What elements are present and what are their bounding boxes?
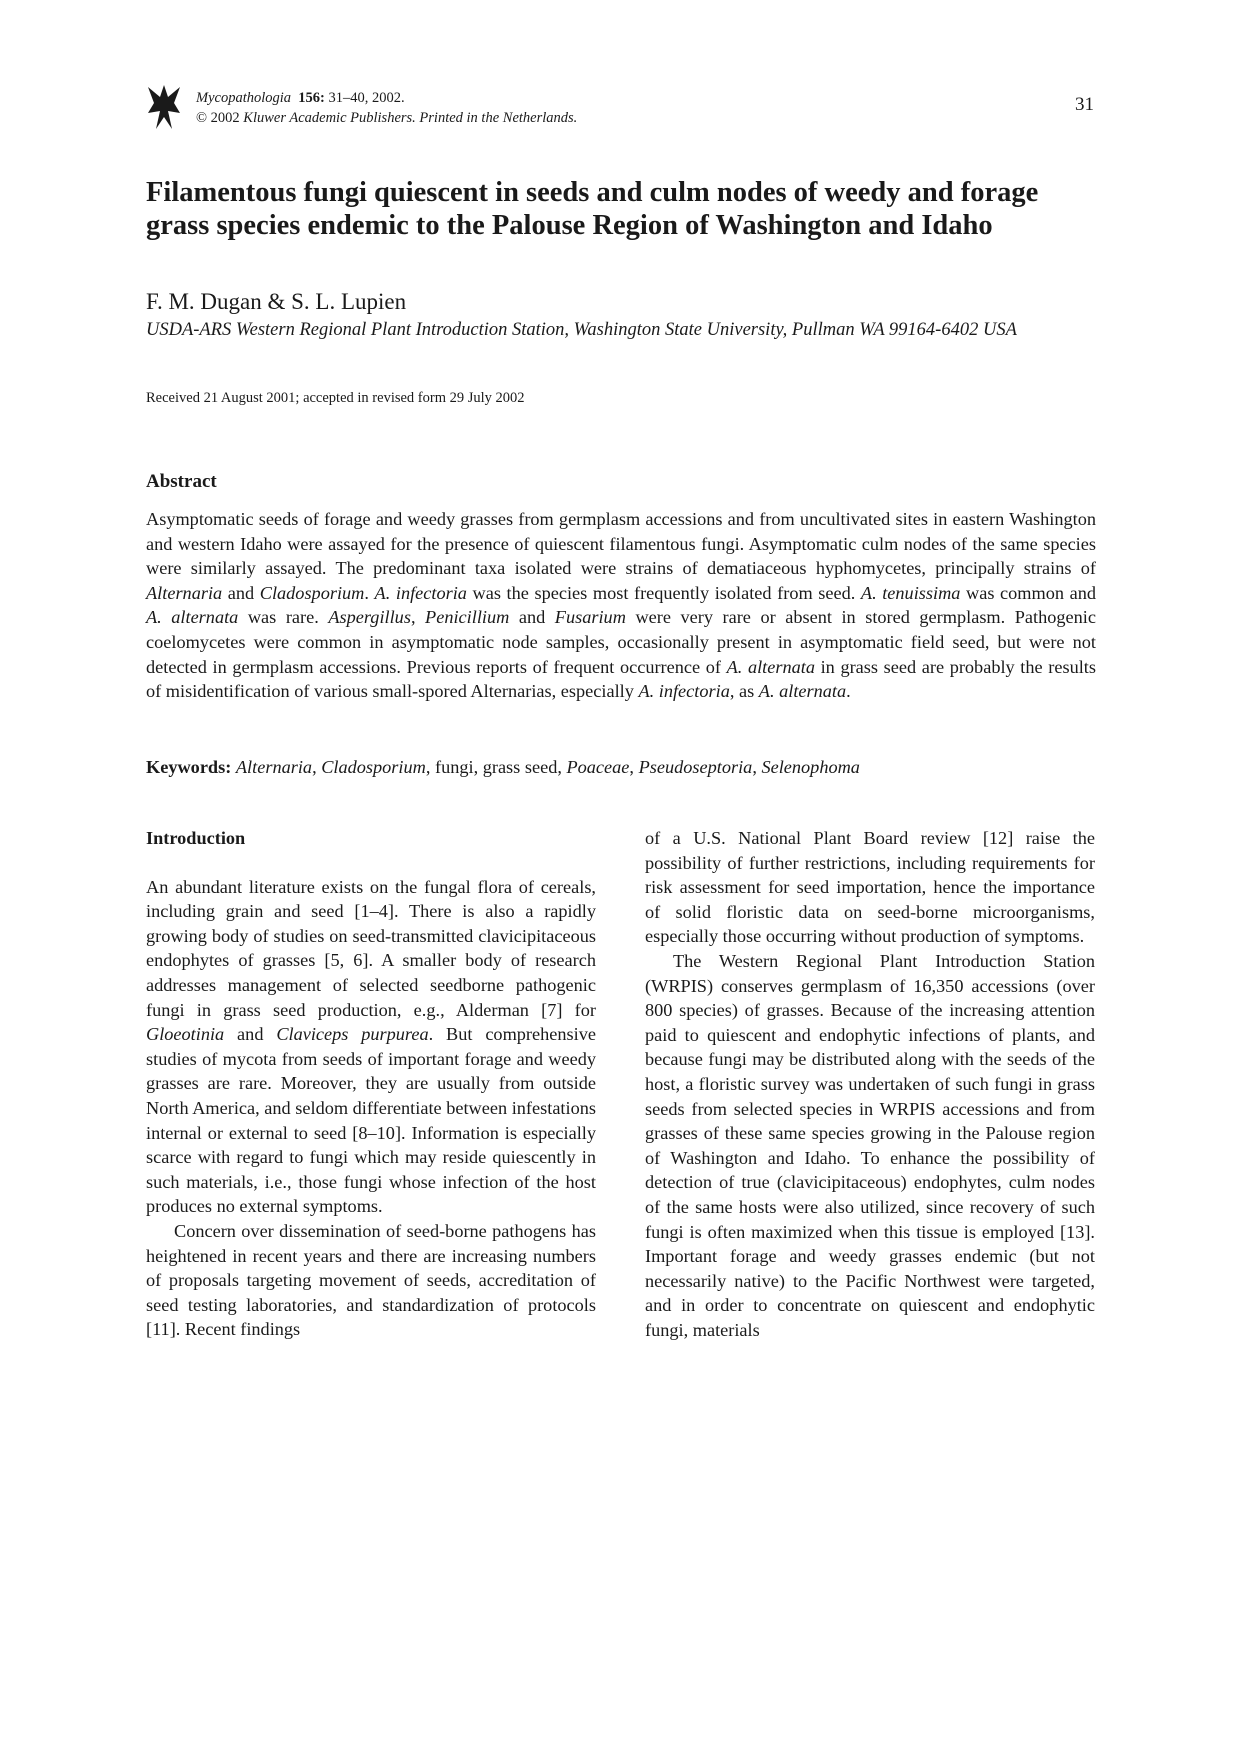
- body-column-right: [645, 826, 1095, 1342]
- abstract-text: was common and: [960, 582, 1096, 603]
- section-heading-introduction: Introduction: [146, 828, 246, 848]
- article-title: Filamentous fungi quiescent in seeds and culm nodes of weedy and forage grass species endemic to the Palouse Region of Washington and Idaho: [146, 177, 1039, 241]
- abstract-text: ,: [410, 607, 426, 628]
- authors: F. M. Dugan & S. L. Lupien: [146, 289, 407, 314]
- abstract-text: .: [846, 681, 851, 702]
- genus-name: Gloeotinia: [146, 1024, 225, 1045]
- body-text: and: [224, 1024, 277, 1045]
- body-paragraph: Concern over dissemination of seed-borne pathogens has heightened in recent years and there are increasing numbers of proposals targeting movement of seeds, accreditation of seed testing laboratories, and standardization of protocols [11]. Recent findings: [146, 1220, 596, 1340]
- keyword-separator: ,: [629, 757, 639, 777]
- abstract-heading: Abstract: [146, 471, 217, 492]
- publisher-line: Kluwer Academic Publishers. Printed in the Netherlands.: [243, 110, 578, 126]
- body-text: . But comprehensive studies of mycota from seeds of important forage and weedy grasses are rare. Moreover, they are usually from outside North America, and seldom differentiate between infestations internal or external to seed [8–10]. Information is especially scarce with regard to fungi which may reside quiescently in such materials, i.e., those fungi whose infection of the host produces no external symptoms.: [146, 1024, 596, 1217]
- body-paragraph: [146, 875, 596, 1219]
- keywords: [146, 755, 1096, 779]
- abstract-text: and: [222, 582, 260, 603]
- keyword: Alternaria: [235, 757, 313, 777]
- species-name: Claviceps purpurea: [276, 1024, 429, 1045]
- genus-name: Fusarium: [554, 607, 626, 628]
- abstract-text: Asymptomatic seeds of forage and weedy grasses from germplasm accessions and from uncultivated sites in eastern Washington and western Idaho were assayed for the presence of quiescent filamentous fungi. Asymptomatic culm nodes of the same species were similarly assayed. The predominant taxa isolated were strains of dematiaceous hyphomycetes, principally strains of: [146, 509, 1096, 579]
- abstract-text: was rare.: [238, 607, 329, 628]
- copyright: © 2002: [196, 110, 244, 126]
- abstract-text: , as: [729, 681, 759, 702]
- species-name: A. alternata: [758, 681, 847, 702]
- keyword: Pseudoseptoria: [638, 757, 753, 777]
- genus-name: Penicillium: [425, 607, 510, 628]
- abstract-text: .: [364, 582, 375, 603]
- genus-name: Cladosporium: [259, 582, 365, 603]
- keywords-label: Keywords:: [146, 757, 232, 777]
- species-name: A. infectoria: [374, 582, 467, 603]
- received-dates: Received 21 August 2001; accepted in revised form 29 July 2002: [146, 390, 525, 406]
- genus-name: Aspergillus: [328, 607, 411, 628]
- keyword: Poaceae: [566, 757, 630, 777]
- genus-name: Alternaria: [146, 582, 223, 603]
- abstract-body: [146, 507, 1096, 704]
- journal-volume: 156:: [298, 90, 325, 106]
- species-name: A. alternata: [726, 656, 815, 677]
- species-name: A. alternata: [146, 607, 239, 628]
- publisher-logo-icon: [146, 83, 182, 131]
- keyword-separator: ,: [312, 757, 322, 777]
- keyword: Cladosporium: [321, 757, 426, 777]
- affiliation: USDA-ARS Western Regional Plant Introduction Station, Washington State University, Pullman WA 99164-6402 USA: [146, 320, 1017, 340]
- body-paragraph: The Western Regional Plant Introduction Station (WRPIS) conserves germplasm of 16,350 accessions (over 800 species) of grasses. Because of the increasing attention paid to quiescent and endophytic infections of plants, and because fungi may be distributed along with the seeds of the host, a floristic survey was undertaken of such fungi in grass seeds from selected species in WRPIS accessions and from grasses of these same species growing in the Palouse region of Washington and Idaho. To enhance the possibility of detection of true (clavicipitaceous) endophytes, culm nodes of the same hosts were also utilized, since recovery of such fungi is often maximized when this tissue is employed [13]. Important forage and weedy grasses endemic (but not necessarily native) to the Pacific Northwest were targeted, and in order to concentrate on quiescent and endophytic fungi, materials: [645, 950, 1095, 1340]
- abstract-text: in grass seed are probably the results of misidentification of various small-spored Alternarias, especially: [146, 656, 1096, 702]
- journal-citation: [196, 88, 577, 128]
- journal-pages-year: 31–40, 2002.: [324, 90, 405, 106]
- abstract-text: and: [509, 607, 555, 628]
- species-name: A. infectoria: [638, 681, 730, 702]
- abstract-text: were very rare or absent in stored germplasm. Pathogenic coelomycetes were common in asymptomatic node samples, occasionally present in asymptomatic field seed, but were not detected in germplasm accessions. Previous reports of frequent occurrence of: [146, 607, 1096, 677]
- keyword: Selenophoma: [761, 757, 860, 777]
- keyword: , fungi, grass seed,: [425, 757, 567, 777]
- body-text: An abundant literature exists on the fungal flora of cereals, including grain and seed [1–4]. There is also a rapidly growing body of studies on seed-transmitted clavicipitaceous endophytes of grasses [5, 6]. A smaller body of research addresses management of selected seedborne pathogenic fungi in grass seed production, e.g., Alderman [7] for: [146, 876, 596, 1020]
- keyword-separator: ,: [752, 757, 762, 777]
- journal-name: Mycopathologia: [196, 90, 292, 106]
- page-number: 31: [1075, 94, 1094, 115]
- body-column-left: [146, 826, 596, 1342]
- abstract-text: was the species most frequently isolated from seed.: [466, 582, 861, 603]
- species-name: A. tenuissima: [860, 582, 961, 603]
- body-paragraph: of a U.S. National Plant Board review [12] raise the possibility of further restrictions, including requirements for risk assessment for seed importation, hence the importance of solid floristic data on seed-borne microorganisms, especially those occurring without production of symptoms.: [645, 828, 1095, 947]
